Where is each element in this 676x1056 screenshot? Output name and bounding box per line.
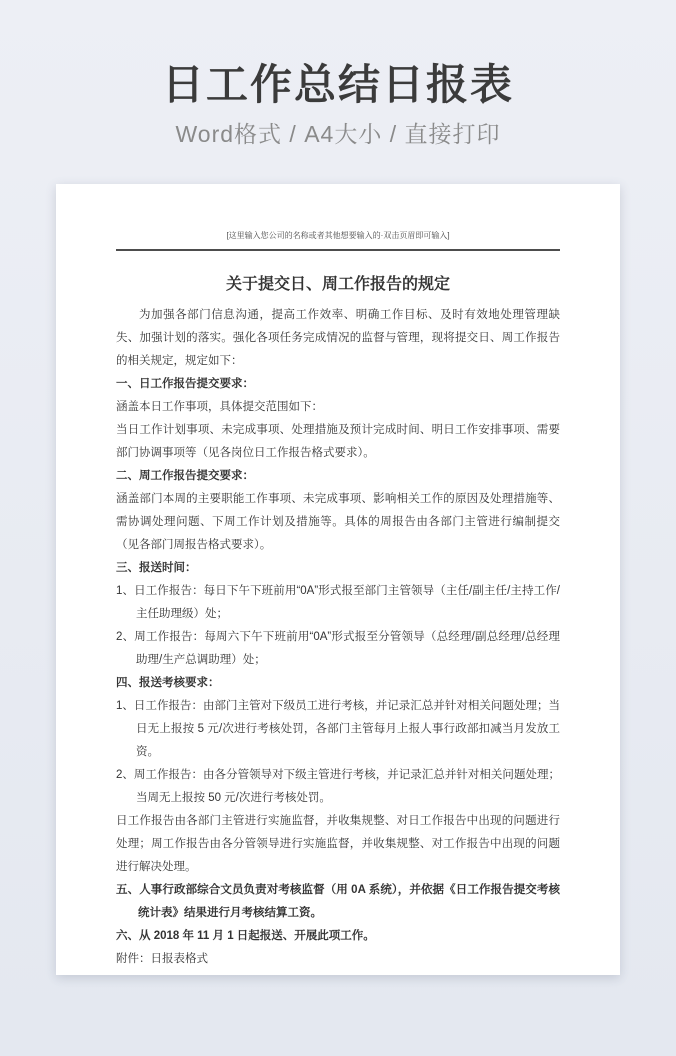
heading-section-6: 六、从 2018 年 11 月 1 日起报送、开展此项工作。 <box>116 930 375 942</box>
paragraph-section-1-scope: 涵盖本日工作事项，具体提交范围如下： <box>116 401 323 413</box>
paragraph-section-1-detail: 当日工作计划事项、未完成事项、处理措施及预计完成时间、明日工作安排事项、需要部门协调事项等（见各岗位日工作报告格式要求）。 <box>116 424 560 459</box>
heading-section-3: 三、报送时间： <box>116 562 197 574</box>
heading-section-4: 四、报送考核要求： <box>116 677 220 689</box>
list-item-daily-time: 1、日工作报告：每日下午下班前用“0A”形式报至部门主管领导（主任/副主任/主持工作/主任助理级）处； <box>116 585 560 620</box>
document-page <box>56 184 620 975</box>
list-item-daily-assess: 1、日工作报告：由部门主管对下级员工进行考核，并记录汇总并针对相关问题处理；当日无上报按 5 元/次进行考核处罚，各部门主管每月上报人事行政部扣减当月发放工资。 <box>116 700 560 758</box>
document-title: 关于提交日、周工作报告的规定 <box>225 276 450 293</box>
document-body <box>116 304 560 971</box>
heading-section-5: 五、人事行政部综合文员负责对考核监督（用 0A 系统），并依据《日工作报告提交考核统计表》结果进行月考核结算工资。 <box>116 884 560 919</box>
paragraph-attachment: 附件：日报表格式 <box>116 953 208 965</box>
paragraph-supervision: 日工作报告由各部门主管进行实施监督，并收集规整、对日工作报告中出现的问题进行处理；周工作报告由各分管领导进行实施监督，并收集规整、对工作报告中出现的问题进行解决处理。 <box>116 815 560 873</box>
page-banner <box>0 0 676 148</box>
banner-title: 日工作总结日报表 <box>161 61 514 108</box>
list-item-weekly-assess: 2、周工作报告：由各分管领导对下级主管进行考核，并记录汇总并针对相关问题处理；当周无上报按 50 元/次进行考核处罚。 <box>116 769 560 804</box>
paragraph-intro: 为加强各部门信息沟通，提高工作效率、明确工作目标、及时有效地处理管理缺失、加强计划的落实。强化各项任务完成情况的监督与管理，现将提交日、周工作报告的相关规定，规定如下： <box>116 309 560 367</box>
heading-section-1: 一、日工作报告提交要求： <box>116 378 254 390</box>
paragraph-section-2-detail: 涵盖部门本周的主要职能工作事项、未完成事项、影响相关工作的原因及处理措施等、需协调处理问题、下周工作计划及措施等。具体的周报告由各部门主管进行编制提交（见各部门周报告格式要求）。 <box>116 493 560 551</box>
document-header-note: [这里输入您公司的名称或者其他想要输入的·双击页眉即可输入] <box>116 230 560 251</box>
heading-section-2: 二、周工作报告提交要求： <box>116 470 254 482</box>
banner-subtitle: Word格式 / A4大小 / 直接打印 <box>175 121 501 147</box>
list-item-weekly-time: 2、周工作报告：每周六下午下班前用“0A”形式报至分管领导（总经理/副总经理/总经理助理/生产总调助理）处； <box>116 631 560 666</box>
